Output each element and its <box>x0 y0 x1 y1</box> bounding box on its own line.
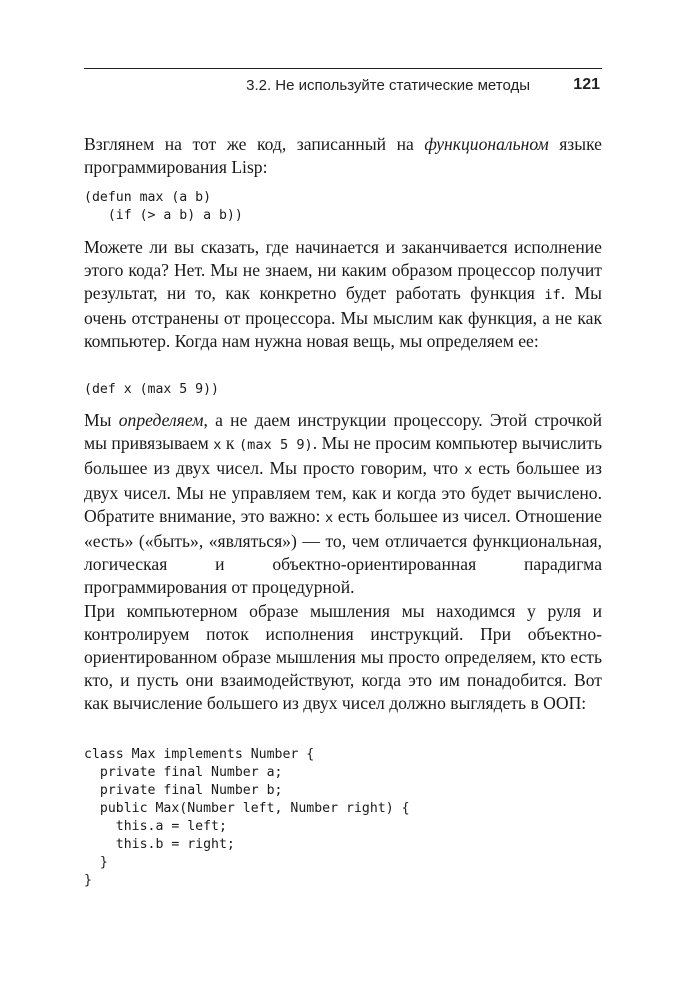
code-line: (def x (max 5 9)) <box>84 382 219 397</box>
code-line: this.a = left; <box>84 819 227 834</box>
paragraph-execution-question: Можете ли вы сказать, где начинается и заканчивается исполнение этого кода? Нет. Мы не знаем, ни каким образом процессор получит результат, ни то, как конкретно будет работать функция if. Мы очень отстранены от процессора. Мы мыслим как функция, а не как компьютер. Когда нам нужна новая вещь, мы определяем ее: <box>84 237 602 351</box>
code-block-java-max <box>84 746 410 890</box>
emphasis-define: определяем <box>118 410 204 430</box>
code-line: } <box>84 855 108 870</box>
code-line: class Max implements Number { <box>84 747 315 762</box>
inline-code-x: x <box>213 437 222 453</box>
inline-code-max-expression: (max 5 9) <box>238 437 313 453</box>
code-line: private final Number b; <box>84 783 283 798</box>
code-block-lisp-def <box>84 381 219 399</box>
paragraph-define-not-instruct: Мы определяем, а не даем инструкции процессору. Этой строчкой мы привязываем x к (max 5 9). Мы не просим компьютер вычислить большее из двух чисел. Мы просто говорим, что x есть большее из двух чисел. Мы не управляем тем, как и когда это будет вычислено. Обратите внимание, это важно: x есть большее из чисел. Отношение «есть» («быть», «являться») — то, чем отличается функциональная, логическая и объектно-ориентированная парадигма программирования от процедурной. <box>84 410 602 597</box>
code-line: this.b = right; <box>84 837 235 852</box>
running-header <box>84 68 602 99</box>
inline-code-x: x <box>464 462 473 478</box>
code-line: } <box>84 873 92 888</box>
section-title: 3.2. Не используйте статические методы <box>246 77 530 94</box>
code-line: public Max(Number left, Number right) { <box>84 801 410 816</box>
code-line: (if (> a b) a b)) <box>84 208 243 223</box>
paragraph-oop-thinking: При компьютерном образе мышления мы находимся у руля и контролируем поток исполнения инструкций. При объектно-ориентированном образе мышления мы просто определяем, кто есть кто, и пусть они взаимодействуют, когда это им понадобится. Вот как вычисление большего из двух чисел должно выглядеть в ООП: <box>84 601 602 713</box>
code-block-lisp-defun <box>84 189 243 225</box>
code-line: private final Number a; <box>84 765 283 780</box>
page-number: 121 <box>573 76 600 93</box>
inline-code-x: x <box>325 510 334 526</box>
inline-code-if: if <box>544 287 561 303</box>
emphasis-functional: функциональном <box>424 134 549 154</box>
paragraph-lisp-intro: Взглянем на тот же код, записанный на функциональном языке программирования Lisp: <box>84 134 602 177</box>
code-line: (defun max (a b) <box>84 190 212 205</box>
